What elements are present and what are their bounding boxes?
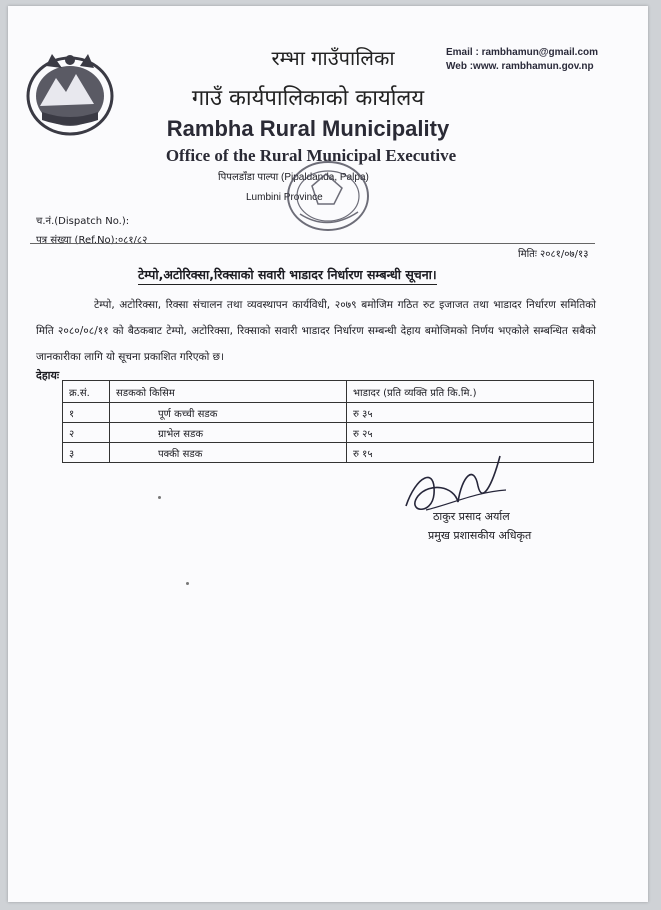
cell-road-type: ग्राभेल सडक (110, 423, 347, 443)
table-row (63, 403, 594, 423)
table-row (63, 423, 594, 443)
header-divider (30, 243, 595, 244)
office-name-nepali: गाउँ कार्यपालिकाको कार्यालय (191, 86, 425, 111)
municipality-name-nepali: रम्भा गाउँपालिका (271, 46, 395, 70)
website-text: Web :www. rambhamun.gov.np (446, 61, 594, 72)
paper-speck (186, 582, 189, 585)
cell-serial: १ (63, 403, 110, 423)
notice-title: टेम्पो,अटोरिक्सा,रिक्साको सवारी भाडादर निर्धारण सम्बन्धी सूचना। (138, 266, 437, 285)
signatory-name: ठाकुर प्रसाद अर्याल (433, 510, 510, 523)
cell-fare: रु ३५ (347, 403, 594, 423)
signatory-designation: प्रमुख प्रशासकीय अधिकृत (428, 529, 532, 542)
cell-fare: रु २५ (347, 423, 594, 443)
email-text: Email : rambhamun@gmail.com (446, 47, 599, 58)
address-line: पिपलडाँडा पाल्पा (Pipaldanda, Palpa) (218, 172, 369, 183)
column-header-road-type: सडकको किसिम (110, 381, 347, 403)
cell-serial: ३ (63, 443, 110, 463)
office-name-english: Office of the Rural Municipal Executive (165, 146, 457, 165)
table-header-row (63, 381, 594, 403)
paper-speck (158, 496, 161, 499)
province-line: Lumbini Province (246, 192, 323, 203)
municipality-emblem-icon (22, 48, 118, 140)
dispatch-number: च.नं.(Dispatch No.): (36, 216, 130, 227)
reference-number: पत्र संख्या (Ref.No):०८१/८२ (36, 235, 148, 246)
cell-serial: २ (63, 423, 110, 443)
cell-road-type: पूर्ण कच्ची सडक (110, 403, 347, 423)
letter-date: मितिः २०८१/०७/१३ (518, 249, 589, 260)
cell-fare: रु १५ (347, 443, 594, 463)
column-header-fare: भाडादर (प्रति व्यक्ति प्रति कि.मि.) (347, 381, 594, 403)
column-header-serial: क्र.सं. (63, 381, 110, 403)
municipality-name-english: Rambha Rural Municipality (166, 116, 450, 141)
cell-road-type: पक्की सडक (110, 443, 347, 463)
schedule-label: देहायः (36, 369, 60, 382)
office-stamp-icon (270, 154, 378, 244)
notice-body: टेम्पो, अटोरिक्सा, रिक्सा संचालन तथा व्यवस्थापन कार्यविधी, २०७९ बमोजिम गठित रुट इजाजत तथा भाडादर निर्धारण समितिको मिति २०८०/०८/११ को बैठकबाट टेम्पो, अटोरिक्सा, रिक्साको सवारी भाडादर निर्धारण सम्बन्धी देहाय बमोजिमको निर्णय भएकोले सम्बन्धित सबैको जानकारीका लागि यो सूचना प्रकाशित गरिएको छ। (36, 299, 596, 363)
letter-page (8, 6, 648, 902)
contact-block (446, 46, 598, 74)
